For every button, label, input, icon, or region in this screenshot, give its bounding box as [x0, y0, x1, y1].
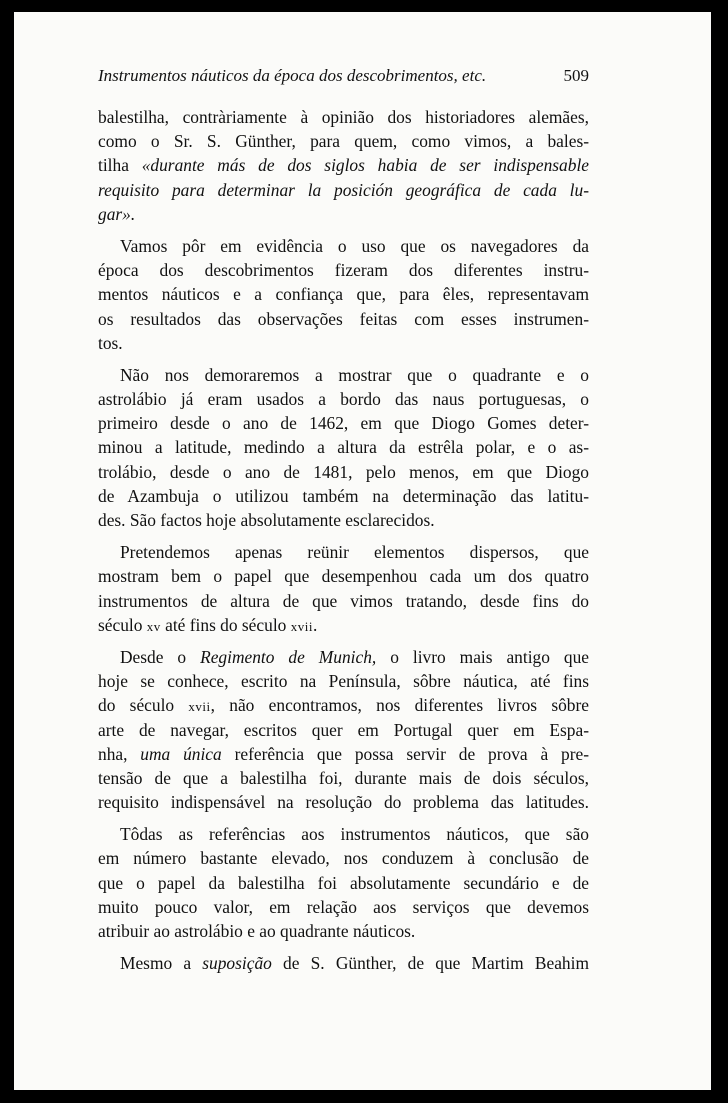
text-line: que o papel da balestilha foi absolutamente secundário e de	[98, 872, 589, 893]
text-run: do século	[98, 695, 189, 716]
text-line: tos.	[98, 332, 123, 353]
text-line: trolábio, desde o ano de 1481, pelo menos, em que Diogo	[98, 461, 589, 482]
text-run: referência que possa servir de prova à pre-	[221, 743, 589, 764]
small-caps-century: xvii	[290, 618, 313, 634]
text-line: de Azambuja o utilizou também na determinação das latitu-	[98, 485, 589, 506]
text-line: como o Sr. S. Günther, para quem, como vimos, a bales-	[98, 131, 589, 152]
text-line	[98, 153, 589, 177]
text-line: tensão de que a balestilha foi, durante mais de dois séculos,	[98, 767, 589, 788]
text-line: Não nos demoraremos a mostrar que o quadrante e o	[120, 364, 589, 385]
quote-italic: gar».	[98, 203, 136, 224]
text-line: balestilha, contràriamente à opinião dos historiadores alemães,	[98, 107, 589, 127]
small-caps-century: xvii	[188, 699, 211, 715]
text-line	[98, 742, 589, 766]
text-line: instrumentos de altura de que vimos tratando, desde fins do	[98, 590, 589, 611]
paragraph-7	[98, 951, 589, 975]
text-run: , não encontramos, nos diferentes livros sôbre	[210, 695, 589, 716]
text-run: Mesmo a	[120, 953, 203, 974]
text-line: mostram bem o papel que desempenhou cada um dos quatro	[98, 566, 589, 587]
text-line	[98, 693, 589, 717]
text-line: Tôdas as referências aos instrumentos náuticos, que são	[120, 824, 589, 845]
quote-italic: requisito para determinar la posición geográfica de cada lu-	[98, 179, 589, 200]
text-line: época dos descobrimentos fizeram dos diferentes instru-	[98, 260, 589, 281]
small-caps-century: xv	[146, 618, 161, 634]
emphasis-italic: uma única	[140, 743, 222, 764]
quote-italic: «durante más de dos siglos habia de ser indispensable	[141, 155, 589, 176]
text-run: .	[312, 614, 318, 635]
text-line: muito pouco valor, em relação aos serviços que devemos	[98, 896, 589, 917]
text-run: Desde o	[120, 646, 201, 667]
text-run: nha,	[98, 743, 141, 764]
text-line: Pretendemos apenas reünir elementos dispersos, que	[120, 542, 589, 563]
emphasis-italic: suposição	[202, 953, 272, 974]
text-line	[98, 202, 589, 226]
text-run: até fins do século	[160, 614, 291, 635]
body-text	[98, 105, 589, 975]
text-run: de S. Günther, de que Martim Beahim	[271, 953, 589, 974]
text-line	[98, 951, 589, 975]
text-line: em número bastante elevado, nos conduzem à conclusão de	[98, 848, 589, 869]
text-line: hoje se conhece, escrito na Península, sôbre náutica, até fins	[98, 671, 589, 692]
text-line: Vamos pôr em evidência o uso que os navegadores da	[120, 235, 589, 256]
text-line	[98, 613, 589, 637]
text-line: os resultados das observações feitas com esses instrumen-	[98, 308, 589, 329]
text-run: tilha	[98, 155, 142, 176]
text-line	[98, 645, 589, 669]
text-run: século	[98, 614, 147, 635]
running-title: Instrumentos náuticos da época dos descobrimentos, etc.	[98, 66, 487, 85]
text-line: atribuir ao astrolábio e ao quadrante náuticos.	[98, 921, 416, 941]
text-line	[98, 178, 589, 202]
text-line: des. São factos hoje absolutamente esclarecidos.	[98, 510, 435, 530]
paragraph-2	[98, 234, 589, 355]
text-line: primeiro desde o ano de 1462, em que Diogo Gomes deter-	[98, 413, 589, 434]
text-run: o livro mais antigo que	[376, 646, 589, 667]
book-page	[14, 12, 711, 1090]
text-line: mentos náuticos e a confiança que, para êles, representavam	[98, 284, 589, 305]
running-header	[98, 62, 589, 90]
book-title-italic: Regimento de Munich,	[200, 646, 377, 667]
paragraph-4	[98, 540, 589, 637]
paragraph-1	[98, 105, 589, 226]
text-line: arte de navegar, escritos quer em Portugal quer em Espa-	[98, 719, 589, 740]
text-line: minou a latitude, medindo a altura da estrêla polar, e o as-	[98, 437, 589, 458]
text-line: astrolábio já eram usados a bordo das naus portuguesas, o	[98, 389, 589, 410]
paragraph-5	[98, 645, 589, 814]
page-number: 509	[563, 66, 589, 85]
text-line: requisito indispensável na resolução do problema das latitudes.	[98, 792, 589, 813]
paragraph-3	[98, 363, 589, 532]
paragraph-6	[98, 822, 589, 943]
